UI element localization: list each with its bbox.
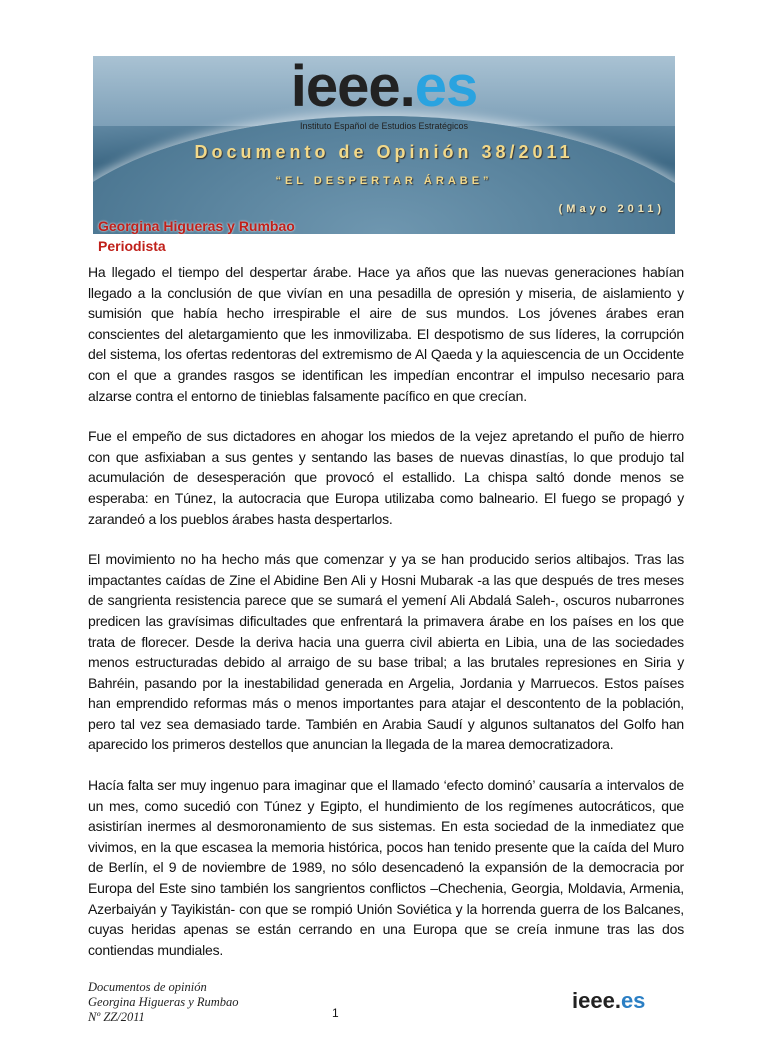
author-role: Periodista xyxy=(98,238,166,254)
logo-main: ieee. xyxy=(290,56,415,119)
ieee-logo xyxy=(93,56,675,118)
paragraph: El movimiento no ha hecho más que comenzar y ya se han producido serios altibajos. Tras las impactantes caídas de Zine el Abidine Ben Ali y Hosni Mubarak -a las que después de tres meses de sangrienta resistencia parece que se sumará el yemení Ali Abdalá Saleh-, oscuros nubarrones predicen las gravísimas dificultades que enfrentará la primavera árabe en los países en los que trata de florecer. Desde la deriva hacia una guerra civil abierta en Libia, una de las sociedades menos estructuradas debido al arraigo de su base tribal; a las brutales represiones en Siria y Bahréin, pasando por la inestabilidad generada en Argelia, Jordania y Marruecos. Estos países han emprendido reformas más o menos importantes para atajar el descontento de la población, pero tal vez sea demasiado tarde. También en Arabia Saudí y algunos sultanatos del Golfo han aparecido los primeros destellos que anuncian la llegada de la marea democratizadora. xyxy=(88,551,684,753)
paragraph: Ha llegado el tiempo del despertar árabe. Hace ya años que las nuevas generaciones habían llegado a la conclusión de que vivían en una pesadilla de opresión y miseria, de aislamiento y sumisión que había hecho irrespirable el aire de sus mundos. Los jóvenes árabes eran conscientes del aletargamiento que les inmovilizaba. El despotismo de sus líderes, la corrupción del sistema, los ofertas redentoras del extremismo de Al Qaeda y la aquiescencia de un Occidente con el que a grandes rasgos se identifican les impedían encontrar el impulso necesario para alzarse contra el entorno de tinieblas falsamente pacífico en que crecían. xyxy=(88,264,684,404)
paragraph: Fue el empeño de sus dictadores en ahogar los miedos de la vejez apretando el puño de hierro con que asfixiaban a sus gentes y sentando las bases de nuevas dinastías, lo que produjo tal acumulación de desesperación que provocó el estallido. La chispa saltó donde menos se esperaba: en Túnez, la autocracia que Europa utilizaba como balneario. El fuego se propagó y zarandeó a los pueblos árabes hasta despertarlos. xyxy=(88,428,684,527)
footer-series: Documentos de opinión xyxy=(88,980,207,995)
institute-name: Instituto Español de Estudios Estratégicos xyxy=(299,121,469,131)
author-name: Georgina Higueras y Rumbao xyxy=(98,218,295,234)
footer-logo-main: ieee. xyxy=(572,988,621,1014)
author-block xyxy=(98,216,295,256)
page-number: 1 xyxy=(332,1006,339,1021)
page-footer xyxy=(88,980,684,1045)
logo-accent: es xyxy=(414,56,478,119)
document-subtitle: “EL DESPERTAR ÁRABE” xyxy=(275,175,493,187)
footer-logo-accent: es xyxy=(620,988,646,1014)
footer-info xyxy=(88,980,332,1025)
footer-number: Nº ZZ/2011 xyxy=(88,1010,145,1025)
footer-logo xyxy=(572,988,645,1014)
document-body xyxy=(88,262,684,960)
header-banner xyxy=(93,56,675,234)
document-date: (Mayo 2011) xyxy=(558,203,665,215)
document-title: Documento de Opinión 38/2011 xyxy=(194,142,574,162)
footer-author: Georgina Higueras y Rumbao xyxy=(88,995,239,1010)
paragraph: Hacía falta ser muy ingenuo para imaginar que el llamado ‘efecto dominó’ causaría a intervalos de un mes, como sucedió con Túnez y Egipto, el hundimiento de los regímenes autocráticos, que asistirían inermes al desmoronamiento de sus sistemas. En esta sociedad de la inmediatez que vivimos, en la que escasea la memoria histórica, pocos han tenido presente que la caída del Muro de Berlín, el 9 de noviembre de 1989, no sólo desencadenó la expansión de la democracia por Europa del Este sino también los sangrientos conflictos –Chechenia, Georgia, Moldavia, Armenia, Azerbaiyán y Tayikistán- con que se rompió Unión Soviética y la horrenda guerra de los Balcanes, cuyas heridas apenas se están cerrando en una Europa que se creía inmune tras las dos contiendas mundiales. xyxy=(88,777,684,958)
